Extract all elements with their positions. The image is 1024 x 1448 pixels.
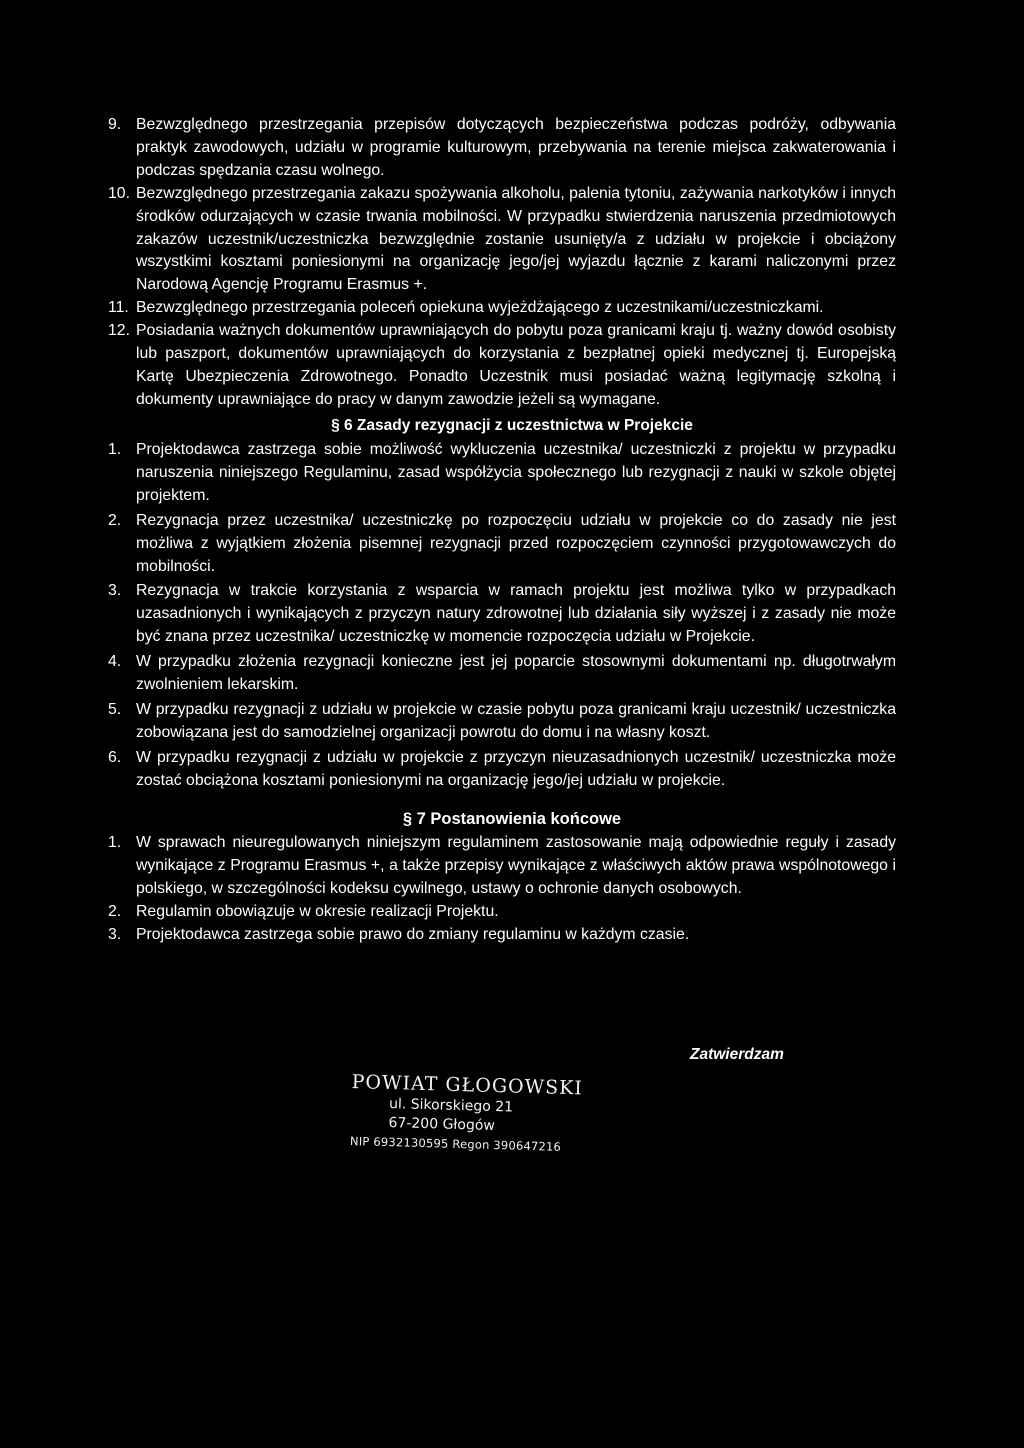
item-number: 12. (108, 322, 130, 340)
list-item (0, 699, 1024, 745)
item-number: 3. (108, 925, 122, 943)
item-number: 9. (108, 116, 122, 133)
official-stamp (350, 1070, 602, 1157)
signature-label: Zatwierdzam (690, 1046, 784, 1063)
list-item (0, 183, 1024, 298)
list-item (0, 924, 1024, 947)
item-text: W sprawach nieuregulowanych niniejszym regulaminem zastosowanie mają odpowiednie reguły i zasady wynikające z Programu Erasmus +, a także przepisy wynikające z właściwych aktów prawa wspólnotowego i polskiego, w szczególności kodeksu cywilnego, ustawy o ochronie danych osobowych. (136, 834, 896, 897)
item-number: 6. (108, 748, 122, 766)
obligations-list (0, 114, 1024, 412)
item-number: 4. (108, 653, 122, 671)
item-number: 11. (108, 299, 129, 317)
list-item (0, 651, 1024, 697)
list-item (0, 580, 1024, 649)
list-item (0, 832, 1024, 901)
list-item (0, 297, 1024, 320)
item-text: Projektodawca zastrzega sobie możliwość wykluczenia uczestnika/ uczestniczki z projektu w przypadku naruszenia niniejszego Regulaminu, zasad współżycia społecznego lub rezygnacji z nauki w szkole objętej projektem. (136, 441, 896, 504)
list-item (0, 439, 1024, 508)
item-number: 1. (108, 441, 122, 458)
stamp-line-1: POWIAT GŁOGOWSKI (351, 1070, 584, 1100)
item-text: Bezwzględnego przestrzegania przepisów dotyczących bezpieczeństwa podczas podróży, odbywania praktyk zawodowych, udziału w programie kulturowym, przebywania na terenie miejsca zakwaterowania i podczas spędzania czasu wolnego. (136, 116, 896, 179)
item-number: 10. (108, 184, 130, 202)
item-text: Bezwzględnego przestrzegania zakazu spożywania alkoholu, palenia tytoniu, zażywania narkotyków i innych środków odurzających w czasie trwania mobilności. W przypadku stwierdzenia naruszenia przedmiotowych zakazów uczestnik/uczestniczka bezwzględnie zostanie usunięty/a z udziału w projekcie i obciążony wszystkimi kosztami poniesionymi na organizację jego/jej wyjazdu łącznie z karami naliczonymi przez Narodową Agencję Programu Erasmus +. (136, 184, 896, 294)
section-7-heading: § 7 Postanowienia końcowe (402, 810, 622, 828)
item-text: W przypadku złożenia rezygnacji konieczne jest jej poparcie stosownymi dokumentami np. długotrwałym zwolnieniem lekarskim. (136, 653, 896, 694)
item-text: Bezwzględnego przestrzegania poleceń opiekuna wyjeżdżającego z uczestnikami/uczestniczkami. (136, 299, 824, 317)
item-number: 3. (108, 582, 122, 600)
item-number: 2. (108, 902, 122, 920)
section-7-list (0, 832, 1024, 947)
section-6-list (0, 439, 1024, 793)
item-text: Regulamin obowiązuje w okresie realizacji Projektu. (136, 902, 499, 920)
list-item (0, 747, 1024, 793)
item-number: 1. (108, 834, 122, 851)
list-item (0, 114, 1024, 183)
item-text: Rezygnacja w trakcie korzystania z wsparcia w ramach projektu jest możliwa tylko w przypadkach uzasadnionych i wynikających z przyczyn natury zdrowotnej lub działania siły wyższej i z zasady nie może być znana przez uczestnika/ uczestniczkę w momencie rozpoczęcia udziału w Projekcie. (136, 582, 896, 646)
list-item (0, 901, 1024, 924)
stamp-line-4: NIP 6932130595 Regon 390647216 (349, 1133, 562, 1154)
item-number: 2. (108, 511, 122, 529)
section-6-heading: § 6 Zasady rezygnacji z uczestnictwa w Projekcie (331, 417, 693, 434)
item-text: W przypadku rezygnacji z udziału w projekcie w czasie pobytu poza granicami kraju uczestnik/ uczestniczka zobowiązana jest do samodzielnej organizacji powrotu do domu i na własny koszt. (136, 700, 896, 741)
item-text: Rezygnacja przez uczestnika/ uczestniczkę po rozpoczęciu udziału w projekcie co do zasady nie jest możliwa z wyjątkiem złożenia pisemnej rezygnacji przed rozpoczęciem czynności przygotowawczych do mobilności. (136, 511, 896, 575)
stamp-line-3: 67-200 Głogów (388, 1115, 496, 1135)
item-text: W przypadku rezygnacji z udziału w projekcie z przyczyn nieuzasadnionych uczestnik/ uczestniczka może zostać obciążona kosztami poniesionymi na organizację jego/jej udziału w projekcie. (136, 748, 896, 789)
item-number: 5. (108, 700, 122, 718)
item-text: Posiadania ważnych dokumentów uprawniających do pobytu poza granicami kraju tj. ważny dowód osobisty lub paszport, dokumentów uprawniających do korzystania z bezpłatnej opieki medycznej tj. Europejską Kartę Ubezpieczenia Zdrowotnego. Ponadto Uczestnik musi posiadać ważną legitymację szkolną i dokumenty uprawniające do pracy w danym zawodzie jeżeli są wymagane. (136, 322, 896, 408)
list-item (0, 320, 1024, 412)
item-text: Projektodawca zastrzega sobie prawo do zmiany regulaminu w każdym czasie. (136, 925, 690, 943)
stamp-line-2: ul. Sikorskiego 21 (388, 1096, 514, 1116)
list-item (0, 510, 1024, 579)
